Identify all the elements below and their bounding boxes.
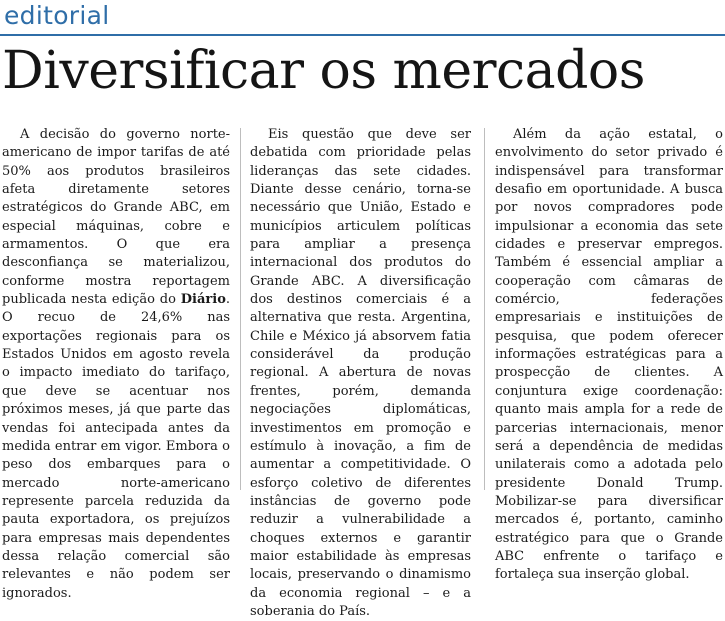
article-column-2 [250, 126, 471, 621]
article-column-1 [2, 126, 230, 603]
newspaper-name: Diário [180, 292, 226, 308]
paragraph-text: . O recuo de 24,6% nas exportações regionais para os Estados Unidos em agosto revela o impacto imediato do tarifaço, que deve se acentuar nos próximos meses, já que parte das vendas foi antecipada antes da medida entrar em vigor. Embora o peso dos embarques para o mercado norte-americano represente parcela reduzida da pauta exportadora, os prejuízos para empresas mais dependentes dessa relação comercial são relevantes e não podem ser ignorados. [2, 292, 230, 601]
paragraph-text: A decisão do governo norte-americano de impor tarifas de até 50% aos produtos brasileiros afeta diretamente setores estratégicos do Grande ABC, em especial máquinas, cobre e armamentos. O que era desconfiança se materializou, conforme mostra reportagem publicada nesta edição do [2, 127, 230, 308]
column-divider [240, 128, 241, 490]
article-column-3 [495, 126, 723, 585]
section-label: editorial [4, 1, 110, 30]
column-divider [484, 128, 485, 490]
headline: Diversificar os mercados [2, 41, 645, 101]
paragraph [2, 126, 230, 603]
paragraph: Além da ação estatal, o envolvimento do setor privado é indispensável para transformar desafio em oportunidade. A busca por novos compradores pode impulsionar a economia das sete cidades e preservar empregos. Também é essencial ampliar a cooperação com câmaras de comércio, federações empresariais e instituições de pesquisa, que podem oferecer informações estratégicas para a prospecção de clientes. A conjuntura exige coordenação: quanto mais ampla for a rede de parcerias internacionais, menor será a dependência de medidas unilaterais como a adotada pelo presidente Donald Trump. Mobilizar-se para diversificar mercados é, portanto, caminho estratégico para que o Grande ABC enfrente o tarifaço e fortaleça sua inserção global. [495, 127, 723, 583]
paragraph: Eis questão que deve ser debatida com prioridade pelas lideranças das sete cidades. Diante desse cenário, torna-se necessário que União, Estado e municípios articulem políticas para ampliar a presença internacional dos produtos do Grande ABC. A diversificação dos destinos comerciais é a alternativa que resta. Argentina, Chile e México já absorvem fatia considerável da produção regional. A abertura de novas frentes, porém, demanda negociações diplomáticas, investimentos em promoção e estímulo à inovação, a fim de aumentar a competitividade. O esforço coletivo de diferentes instâncias de governo pode reduzir a vulnerabilidade a choques externos e garantir maior estabilidade às empresas locais, preservando o dinamismo da economia regional – e a soberania do País. [250, 127, 471, 619]
